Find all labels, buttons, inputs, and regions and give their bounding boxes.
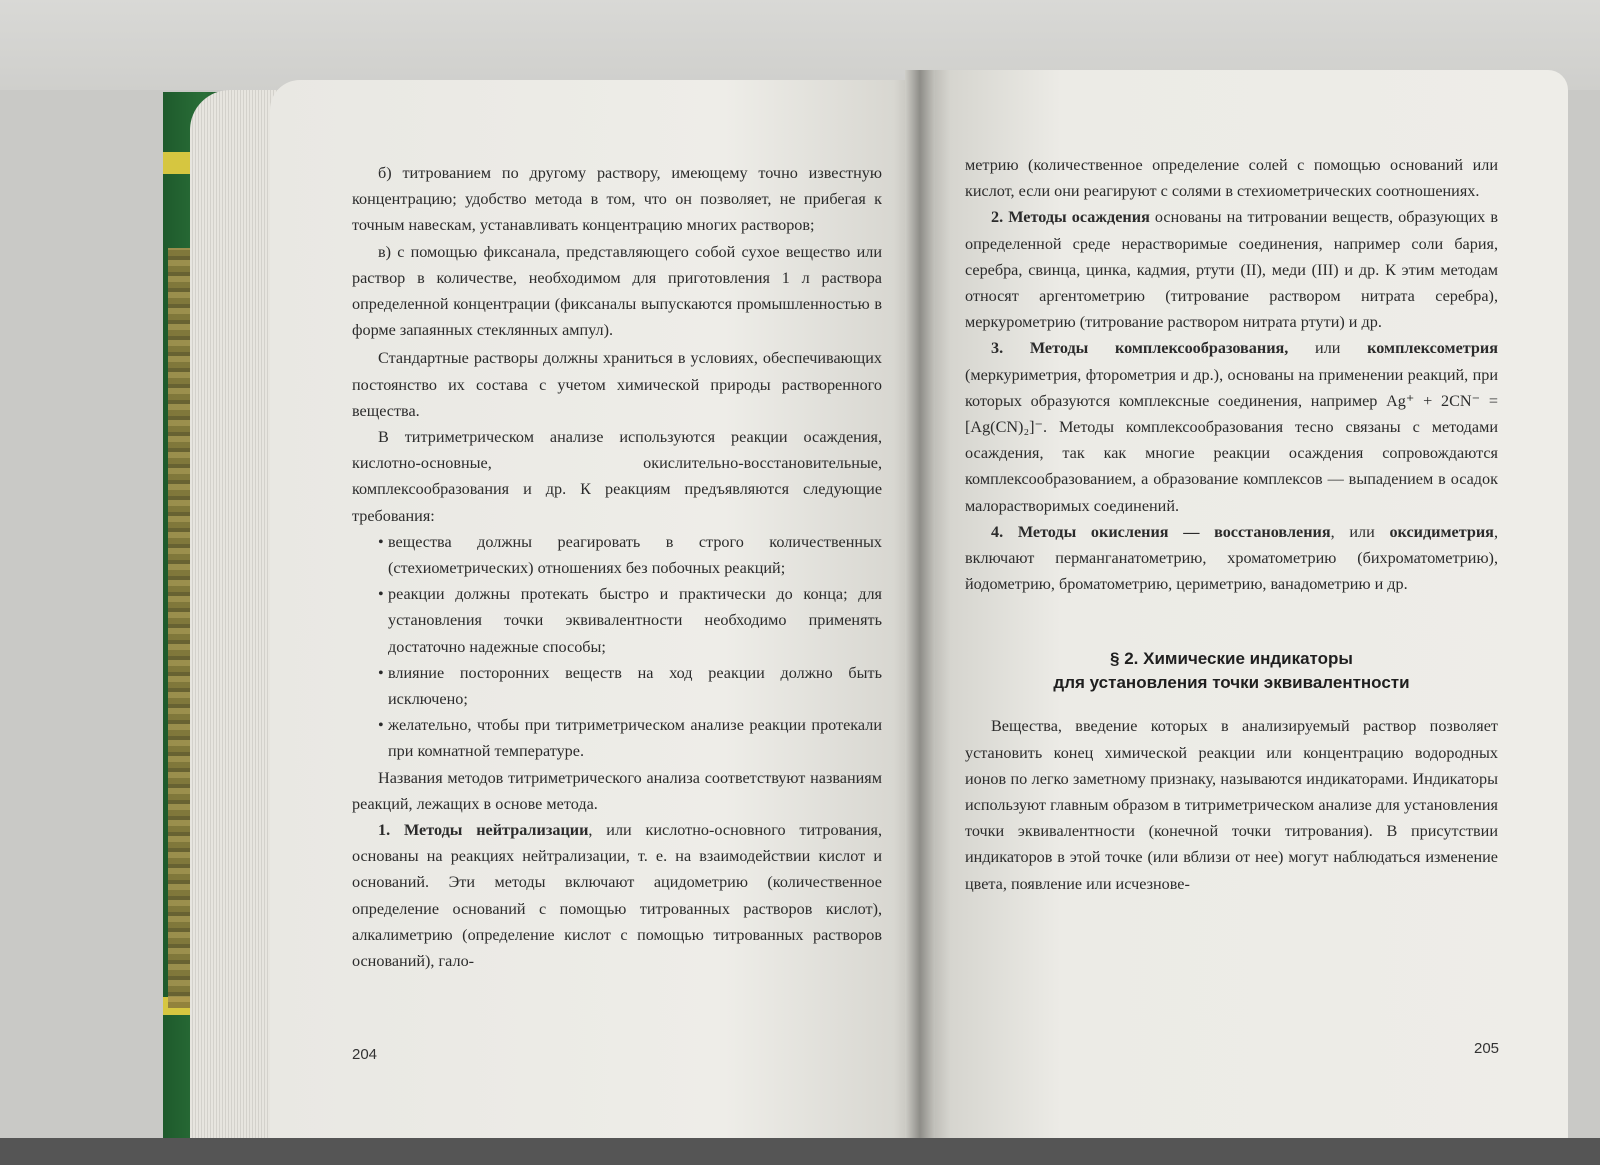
section-heading-line: § 2. Химические индикаторы <box>1110 649 1353 669</box>
requirement-list-item: • вещества должны реагировать в строго количественных (стехиометрических) отношениях без побочных реакций; <box>352 529 882 581</box>
section-heading <box>965 647 1498 695</box>
paragraph: Стандартные растворы должны храниться в условиях, обеспечивающих постоянство их состава с учетом химической природы растворенного вещества. <box>352 349 882 420</box>
term-bold: 3. Методы комплексообразования, <box>991 339 1289 358</box>
requirement-list-item: • влияние посторонних веществ на ход реакции должно быть исключено; <box>352 660 882 712</box>
book-gutter <box>905 70 935 1138</box>
precipitation-methods-paragraph: 2. Методы осаждения основаны на титровании веществ, образующих в определенной среде нерастворимые соединения, например соли бария, серебра, свинца, цинка, кадмия, ртути (II), меди (III) и др. К этим методам относят аргентометрию (титрование раствором нитрата серебра), меркурометрию (титрование раствором нитрата ртути) и др. <box>965 208 1498 332</box>
term-bold: 4. Методы окисления — восстановления <box>991 522 1331 541</box>
bullet-icon: • <box>378 663 384 682</box>
paragraph: в) с помощью фиксанала, представляющего собой сухое вещество или раствор в количестве, необходимом для приготовления 1 л раствора определенной концентрации (фиксаналы выпускаются промышленностью в форме запаянных стеклянных ампул). <box>352 242 882 340</box>
bullet-icon: • <box>378 585 384 604</box>
redox-methods-paragraph: 4. Методы окисления — восстановления, или оксидиметрия, включают перманганатометрию, хроматометрию (бихроматометрию), йодометрию, броматометрию, цериметрию, ванадометрию и др. <box>965 522 1498 594</box>
indicators-paragraph: Вещества, введение которых в анализируемый раствор позволяет установить конец химической реакции или концентрацию водородных ионов по легко заметному признаку, называются индикаторами. Индикаторы используют главным образом в титриметрическом анализе для установления точки эквивалентности (конечной точки титрования). В присутствии индикаторов в этой точке (или вблизи от нее) могут наблюдаться изменение цвета, появление или исчезнове- <box>965 717 1498 893</box>
complexation-methods-paragraph: 3. Методы комплексообразования, или комплексометрия (меркуриметрия, фторометрия и др.), основаны на применении реакций, при которых образуются комплексные соединения, например Ag⁺ + 2CN⁻ = [Ag(CN)₂]⁻. Методы комплексообразования тесно связаны с методами осаждения, так как многие реакции осаждения сопровождаются комплексообразованием, а образование комплексов — выпадением в осадок малорастворимых соединений. <box>965 339 1498 515</box>
paragraph: Названия методов титриметрического анализа соответствуют названиям реакций, лежащих в основе метода. <box>352 768 882 813</box>
term-bold: 2. Методы осаждения <box>991 208 1150 227</box>
neutralization-methods-paragraph: 1. Методы нейтрализации, или кислотно-основного титрования, основаны на реакциях нейтрализации, т. е. на взаимодействии кислот и оснований. Эти методы включают ацидометрию (количественное определение оснований с помощью титрованных растворов кислот), алкалиметрию (определение кислот с помощью титрованных растворов оснований), гало- <box>352 821 882 971</box>
page-stack-edges <box>190 90 278 1138</box>
paragraph: В титриметрическом анализе используются реакции осаждения, кислотно-основные, окислительно-восстановительные, комплексообразования и др. К реакциям предъявляются следующие требования: <box>352 428 882 525</box>
term-bold: оксидиметрия <box>1389 522 1494 541</box>
right-page-text <box>965 152 1498 897</box>
term-bold: комплексометрия <box>1367 339 1498 358</box>
scan-background-bottom <box>0 1138 1600 1165</box>
paragraph: б) титрованием по другому раствору, имеющему точно известную концентрацию; удобство метода в том, что он позволяет, не прибегая к точным навескам, устанавливать концентрацию многих растворов; <box>352 164 882 235</box>
paragraph-continuation: метрию (количественное определение солей с помощью оснований или кислот, если они реагируют с солями в стехиометрических соотношениях. <box>965 156 1498 201</box>
term-bold: 1. Методы нейтрализации <box>378 821 589 840</box>
page-number-left: 204 <box>352 1046 378 1063</box>
requirement-list-item: • реакции должны протекать быстро и практически до конца; для установления точки эквивалентности необходимо применять достаточно надежные способы; <box>352 581 882 660</box>
section-heading-line: для установления точки эквивалентности <box>1053 673 1410 693</box>
left-page-text <box>352 160 882 974</box>
requirement-list-item: • желательно, чтобы при титриметрическом анализе реакции протекали при комнатной температуре. <box>352 712 882 764</box>
bullet-icon: • <box>378 532 384 551</box>
bullet-icon: • <box>378 716 384 735</box>
page-number-right: 205 <box>1474 1040 1500 1057</box>
